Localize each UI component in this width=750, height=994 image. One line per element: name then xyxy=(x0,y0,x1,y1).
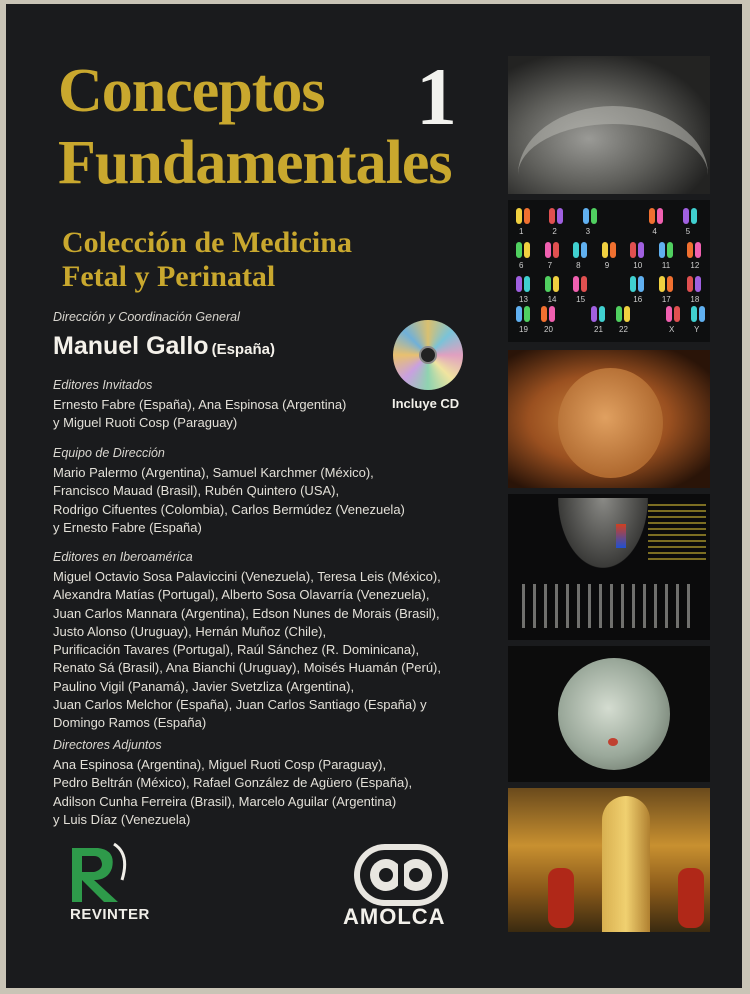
direction-label: Dirección y Coordinación General xyxy=(53,310,240,324)
chromosome-number: 5 xyxy=(685,227,691,236)
chromosome-pair xyxy=(659,276,665,292)
guest-editors-line: y Miguel Ruoti Cosp (Paraguay) xyxy=(53,415,238,431)
ultrasound-image xyxy=(508,56,710,194)
title-line-1: Conceptos xyxy=(58,57,325,125)
chromosome-number: 1 xyxy=(519,227,524,236)
chromosome-pair xyxy=(610,242,616,258)
chromosome-number: 19 xyxy=(519,325,528,334)
chromosome-number: X xyxy=(669,325,675,334)
chromosome-pair xyxy=(545,276,551,292)
associate-directors-list xyxy=(53,756,412,829)
chromosome-number: 7 xyxy=(547,261,553,270)
guest-editors-list xyxy=(53,396,346,433)
chromosome-number: 22 xyxy=(619,325,628,334)
associate-directors-line: y Luis Díaz (Venezuela) xyxy=(53,811,191,827)
chromosome-pair xyxy=(630,242,636,258)
ibero-editors-line: Domingo Ramos (España) xyxy=(53,715,207,731)
chromosome-pair xyxy=(581,242,587,258)
chromosome-pair xyxy=(659,242,665,258)
chromosome-pair xyxy=(687,276,693,292)
direction-team-line: Rodrigo Cifuentes (Colombia), Carlos Bermúdez (Venezuela) xyxy=(53,501,405,517)
ibero-editors-label: Editores en Iberoamérica xyxy=(53,550,193,564)
guest-editors-line: Ernesto Fabre (España), Ana Espinosa (Argentina) xyxy=(53,397,347,412)
chromosome-pair xyxy=(516,242,522,258)
chromosome-number: 8 xyxy=(576,261,581,270)
associate-directors-line: Adilson Cunha Ferreira (Brasil), Marcelo Aguilar (Argentina) xyxy=(53,793,397,809)
chromosome-pair xyxy=(695,276,701,292)
chromosome-pair xyxy=(524,276,530,292)
guest-editors-label: Editores Invitados xyxy=(53,378,153,392)
chromosome-number: 16 xyxy=(633,295,643,304)
chromosome-pair xyxy=(557,208,563,224)
chromosome-pair xyxy=(553,276,559,292)
chromosome-number: 13 xyxy=(519,295,528,304)
chromosome-number: Y xyxy=(694,325,700,334)
chromosome-pair xyxy=(683,208,689,224)
chromosome-pair xyxy=(591,306,597,322)
chromosome-pair xyxy=(599,306,605,322)
chromosome-number: 2 xyxy=(552,227,557,236)
associate-directors-line: Ana Espinosa (Argentina), Miguel Ruoti Cosp (Paraguay), xyxy=(53,757,387,772)
chromosome-pair xyxy=(674,306,680,322)
chromosome-pair xyxy=(687,242,693,258)
chromosome-pair xyxy=(638,276,644,292)
chromosome-number: 6 xyxy=(519,261,524,270)
amolca-name: AMOLCA xyxy=(343,904,446,929)
ibero-editors-line: Justo Alonso (Uruguay), Hernán Muñoz (Chile), xyxy=(53,623,327,639)
ibero-editors-line: Paulino Vigil (Panamá), Javier Svetzliza (Argentina), xyxy=(53,678,355,694)
cd-disc-icon xyxy=(393,320,463,390)
chromosome-number: 20 xyxy=(544,325,553,334)
doppler-image xyxy=(508,494,710,640)
general-director xyxy=(53,332,275,361)
chromosome-pair xyxy=(583,208,589,224)
direction-team-line: y Ernesto Fabre (España) xyxy=(53,519,202,535)
associate-directors-label: Directores Adjuntos xyxy=(53,738,162,752)
chromosome-pair xyxy=(691,306,697,322)
chromosome-number: 11 xyxy=(661,261,671,270)
chromosome-number: 21 xyxy=(594,325,603,334)
chromosome-pair xyxy=(667,242,673,258)
direction-team-line: Francisco Mauad (Brasil), Rubén Quintero (USA), xyxy=(53,483,340,499)
direction-team-line: Mario Palermo (Argentina), Samuel Karchmer (México), xyxy=(53,465,374,480)
fetoscopy-image xyxy=(508,646,710,782)
chromosome-pair xyxy=(699,306,705,322)
subtitle-line-1: Colección de Medicina xyxy=(62,226,352,259)
volume-number: 1 xyxy=(416,51,457,142)
chromosome-pair xyxy=(516,208,522,224)
chromosome-pair xyxy=(602,242,608,258)
chromosome-pair xyxy=(549,208,555,224)
book-cover xyxy=(6,4,742,988)
chromosome-number: 14 xyxy=(547,295,557,304)
chromosome-number: 15 xyxy=(576,295,586,304)
associate-directors-line: Pedro Beltrán (México), Rafael González de Agüero (España), xyxy=(53,775,413,791)
chromosome-pair xyxy=(573,242,579,258)
chromosome-pair xyxy=(541,306,547,322)
chromosome-number: 18 xyxy=(690,295,700,304)
ibero-editors-line: Juan Carlos Mannara (Argentina), Edson Nunes de Morais (Brasil), xyxy=(53,605,440,621)
subtitle-line-2: Fetal y Perinatal xyxy=(62,260,276,293)
chromosome-pair xyxy=(667,276,673,292)
chromosome-pair xyxy=(638,242,644,258)
revinter-logo xyxy=(64,840,134,904)
chromosome-pair xyxy=(630,276,636,292)
chromosome-pair xyxy=(524,242,530,258)
chromosome-pair xyxy=(581,276,587,292)
title-line-2: Fundamentales xyxy=(58,129,452,197)
ibero-editors-line: Purificación Tavares (Portugal), Raúl Sánchez (R. Dominicana), xyxy=(53,642,420,658)
chromosome-pair xyxy=(624,306,630,322)
ibero-editors-line: Juan Carlos Melchor (España), Juan Carlos Santiago (España) y xyxy=(53,697,427,713)
chromosome-pair xyxy=(524,306,530,322)
chromosome-number: 12 xyxy=(690,261,700,270)
chromosome-pair xyxy=(573,276,579,292)
chromosome-pair xyxy=(666,306,672,322)
chromosome-number: 10 xyxy=(633,261,643,270)
direction-team-list xyxy=(53,464,405,537)
direction-team-label: Equipo de Dirección xyxy=(53,446,165,460)
chromosome-number: 9 xyxy=(604,261,610,270)
director-country: (España) xyxy=(211,341,275,358)
chromosome-pair xyxy=(549,306,555,322)
chromosome-pair xyxy=(516,306,522,322)
ornate-interior-image xyxy=(508,788,710,932)
ibero-editors-line: Alexandra Matías (Portugal), Alberto Sosa Olavarría (Venezuela), xyxy=(53,587,430,603)
chromosome-pair xyxy=(616,306,622,322)
chromosome-pair xyxy=(553,242,559,258)
chromosome-pair xyxy=(695,242,701,258)
amolca-logo xyxy=(352,842,450,908)
chromosome-number: 3 xyxy=(585,227,591,236)
ibero-editors-line: Renato Sá (Brasil), Ana Bianchi (Uruguay), Moisés Huamán (Perú), xyxy=(53,660,441,676)
revinter-name: REVINTER xyxy=(70,906,150,923)
chromosome-pair xyxy=(649,208,655,224)
director-name: Manuel Gallo xyxy=(53,332,209,360)
fetal-3d-face-image xyxy=(508,350,710,488)
chromosome-pair xyxy=(545,242,551,258)
karyotype-image xyxy=(508,200,710,342)
chromosome-pair xyxy=(524,208,530,224)
cd-label: Incluye CD xyxy=(392,396,460,411)
chromosome-pair xyxy=(516,276,522,292)
chromosome-pair xyxy=(591,208,597,224)
ibero-editors-list xyxy=(53,568,441,733)
chromosome-number: 4 xyxy=(652,227,657,236)
chromosome-pair xyxy=(657,208,663,224)
chromosome-pair xyxy=(691,208,697,224)
chromosome-number: 17 xyxy=(661,295,671,304)
ibero-editors-line: Miguel Octavio Sosa Palaviccini (Venezuela), Teresa Leis (México), xyxy=(53,569,441,584)
